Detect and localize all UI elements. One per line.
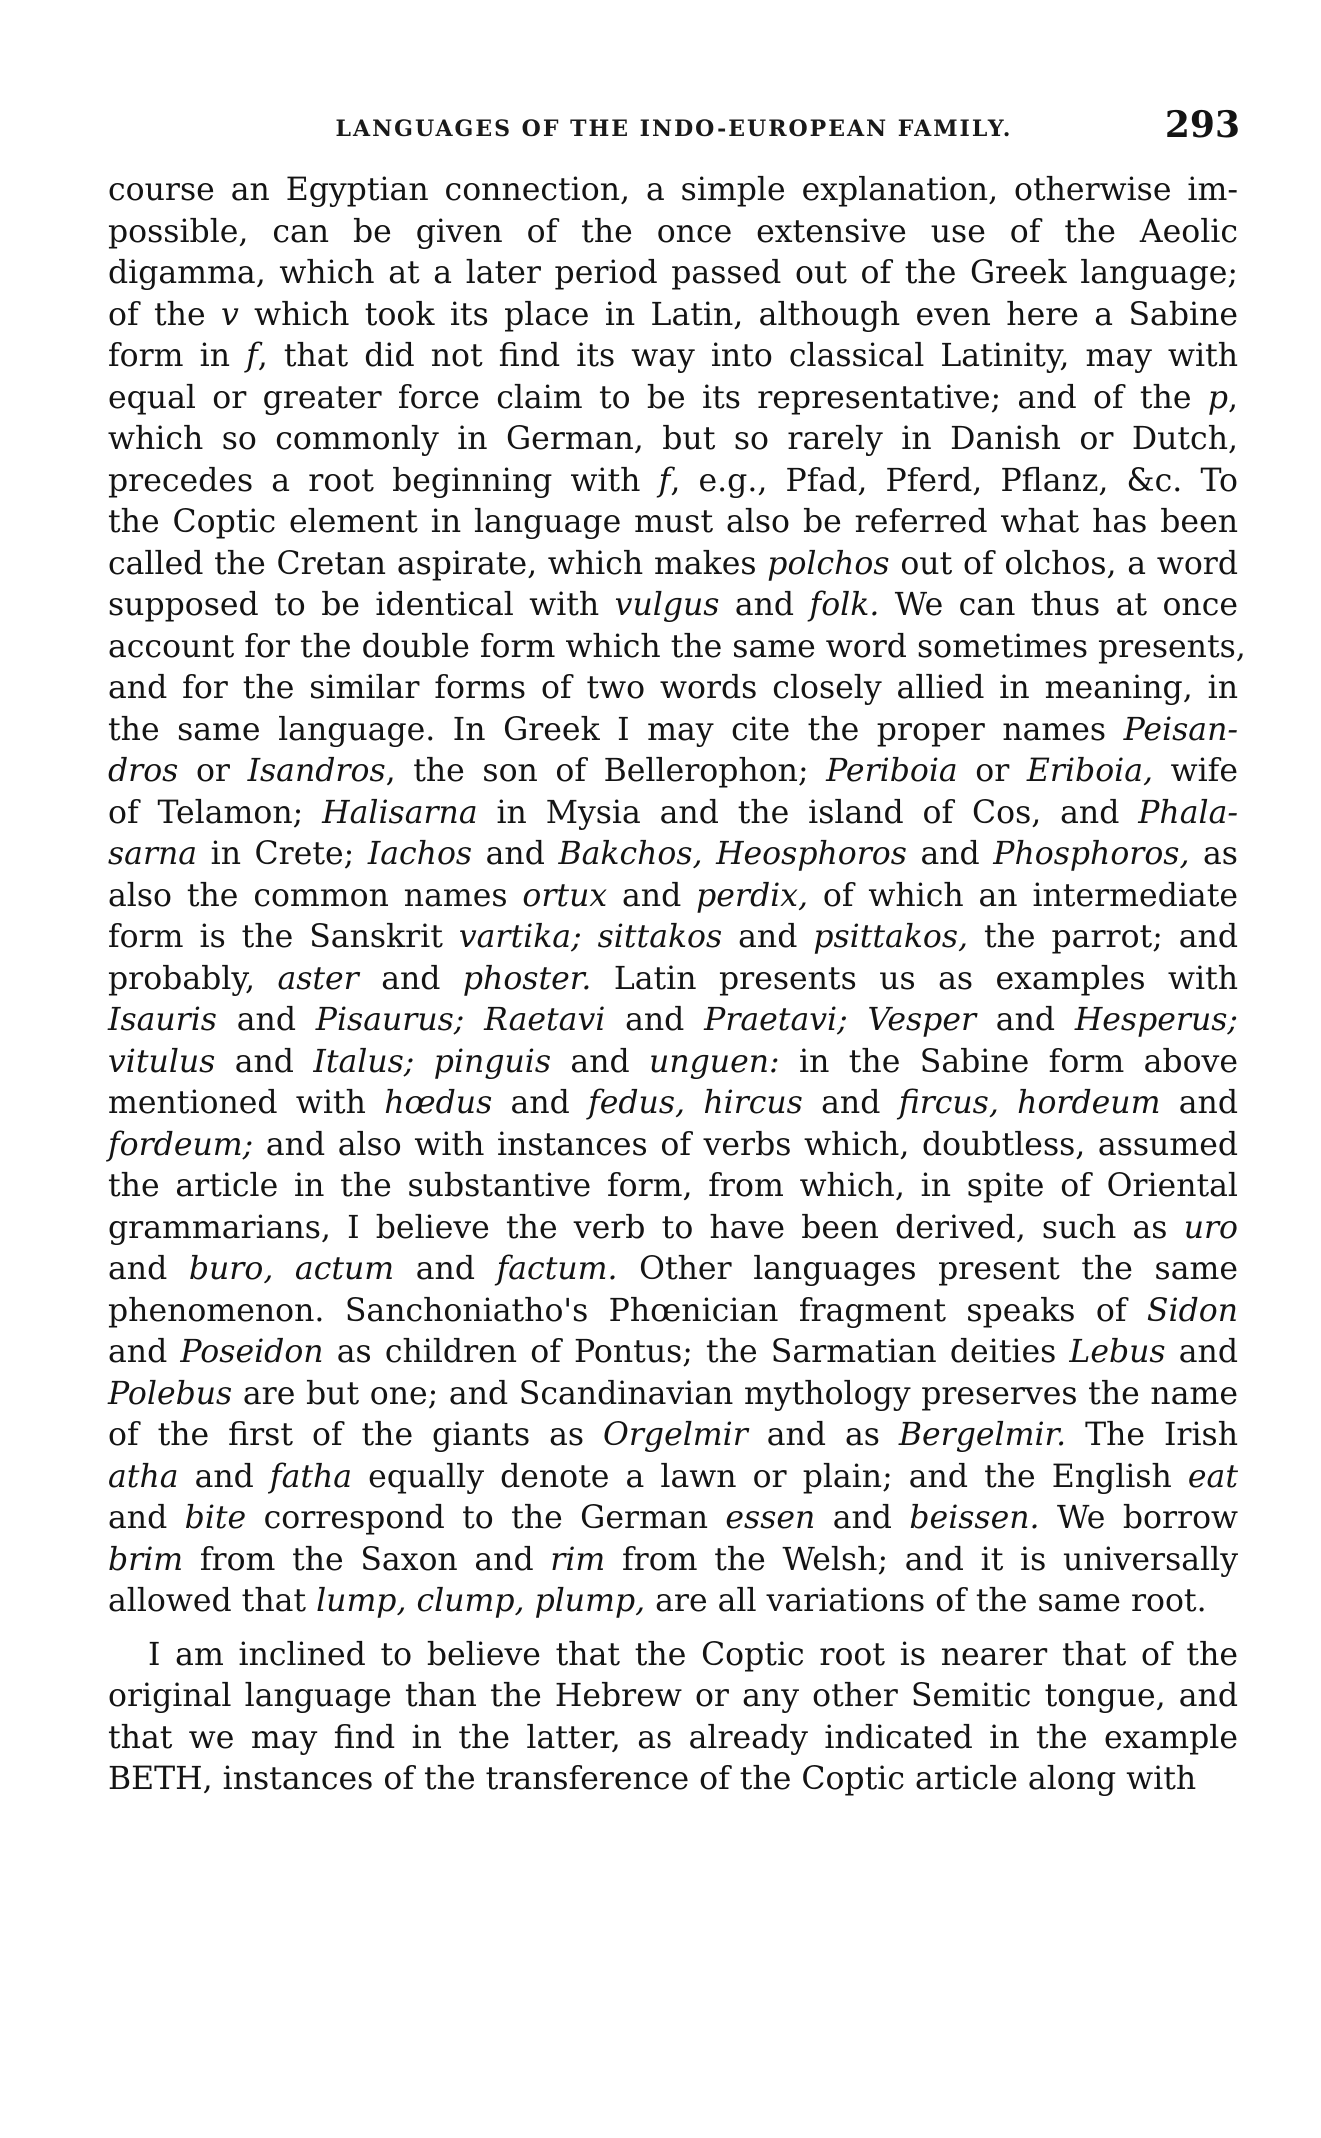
italic-text: uro	[1183, 1209, 1238, 1246]
text-run: We can thus at once	[879, 587, 1238, 623]
italic-text: vulgus	[614, 587, 720, 623]
text-run: The Irish	[1066, 1417, 1239, 1453]
text-line	[108, 1291, 1238, 1333]
text-line	[108, 1759, 1238, 1801]
text-run: as	[1189, 836, 1238, 872]
italic-text: buro, actum	[188, 1251, 395, 1287]
text-run: of which an intermediate	[808, 877, 1238, 914]
italic-text: f	[658, 462, 671, 499]
italic-text: Periboia	[826, 753, 958, 789]
text-run: called the Cretan aspirate, which makes	[108, 545, 768, 582]
text-run: in Crete;	[197, 836, 368, 872]
text-run: that we may find in the latter, as already indicated in the example	[108, 1719, 1238, 1756]
text-line	[108, 1125, 1238, 1167]
italic-text: Isauris	[108, 1002, 217, 1038]
italic-text: Polebus	[108, 1375, 233, 1412]
text-run: the parrot; and	[968, 919, 1238, 955]
text-line	[108, 212, 1238, 254]
text-line	[108, 419, 1238, 461]
text-line	[108, 1676, 1238, 1718]
text-run: and for the similar forms of two words closely allied in meaning, in	[108, 670, 1238, 706]
text-run: are all variations of the same root.	[645, 1583, 1207, 1619]
italic-text: vartika; sittakos	[458, 919, 723, 955]
italic-text: Poseidon	[180, 1334, 324, 1370]
text-run: precedes a root beginning with	[108, 462, 659, 499]
text-line	[108, 253, 1238, 295]
text-run: from the Saxon and	[183, 1541, 551, 1578]
text-run: supposed to be identical with	[108, 587, 615, 623]
text-run: possible, can be given of the once extensive use of the Aeolic	[108, 213, 1238, 250]
text-run: I am inclined to believe that the Coptic root is nearer that of the	[148, 1636, 1238, 1673]
text-line	[108, 544, 1238, 586]
italic-text: Orgelmir	[603, 1417, 748, 1453]
text-line	[108, 585, 1238, 627]
text-run: allowed that	[108, 1583, 317, 1619]
text-run: mentioned with	[108, 1085, 385, 1121]
text-run: or	[957, 753, 1027, 789]
text-line	[108, 1498, 1238, 1540]
text-run: and	[976, 1002, 1075, 1038]
text-run: course an Egyptian connection, a simple explanation, otherwise im-	[108, 172, 1238, 208]
italic-text: fordeum;	[108, 1126, 254, 1163]
text-line	[108, 959, 1238, 1001]
text-line	[108, 876, 1238, 918]
italic-text: fedus, hircus	[588, 1085, 803, 1121]
text-line	[108, 1000, 1238, 1042]
text-run: and	[605, 1002, 705, 1038]
text-run: correspond to the German	[246, 1500, 726, 1536]
italic-text: Phosphoros,	[993, 836, 1190, 872]
text-run: and	[815, 1500, 910, 1536]
text-run: probably,	[108, 960, 278, 997]
text-run: and	[719, 587, 810, 623]
text-run: Latin presents us as examples with	[591, 960, 1238, 997]
text-line	[108, 502, 1238, 544]
text-line	[108, 170, 1238, 212]
text-run: and	[108, 1500, 185, 1536]
italic-text: hœdus	[384, 1085, 493, 1121]
italic-text: factum.	[496, 1251, 618, 1287]
text-line	[108, 1332, 1238, 1374]
italic-text: Bergelmir.	[898, 1417, 1067, 1453]
italic-text: v	[220, 296, 239, 333]
page-number: 293	[1164, 104, 1240, 146]
text-run: from the Welsh; and it is universally	[605, 1541, 1238, 1578]
text-line	[108, 710, 1238, 752]
italic-text: Phala-	[1138, 794, 1238, 831]
text-run: and	[1160, 1085, 1238, 1121]
text-run: which so commonly in German, but so rarely in Danish or Dutch,	[108, 421, 1238, 457]
text-run: , the son of Bellerophon;	[385, 753, 827, 789]
text-line	[108, 1166, 1238, 1208]
text-run: of the	[108, 296, 221, 333]
italic-text: vitulus	[108, 1043, 216, 1080]
italic-text: Lebus	[1069, 1334, 1166, 1370]
italic-text: Sidon	[1146, 1292, 1238, 1329]
text-run: and	[802, 1085, 899, 1121]
italic-text: lump, clump, plump,	[316, 1583, 646, 1619]
text-run: of Telamon;	[108, 794, 323, 831]
text-line	[108, 668, 1238, 710]
text-run: also the common names	[108, 877, 523, 914]
text-run: are but one; and Scandinavian mythology preserves the name	[232, 1375, 1238, 1412]
italic-text: Italus; pinguis	[313, 1043, 552, 1080]
italic-text: sarna	[108, 836, 198, 872]
text-run: in Mysia and the island of Cos, and	[477, 794, 1139, 831]
text-run: and	[722, 919, 814, 955]
text-run: the article in the substantive form, from which, in spite of Oriental	[108, 1168, 1238, 1204]
italic-text: polchos	[767, 545, 890, 582]
text-line	[108, 1249, 1238, 1291]
text-run: We borrow	[1039, 1500, 1239, 1536]
text-run: and	[215, 1043, 314, 1080]
italic-text: essen	[725, 1500, 816, 1536]
text-line	[108, 834, 1238, 876]
italic-text: aster	[277, 960, 359, 997]
italic-text: phoster.	[462, 960, 592, 997]
text-line	[108, 1540, 1238, 1582]
italic-text: unguen:	[649, 1043, 780, 1080]
text-run: and	[216, 1002, 316, 1038]
text-run: phenomenon. Sanchoniatho's Phœnician fragment speaks of	[108, 1292, 1147, 1329]
italic-text: fatha	[269, 1458, 353, 1495]
text-run: or	[178, 753, 248, 789]
italic-text: p	[1207, 379, 1228, 416]
body-text	[108, 170, 1246, 1801]
text-run: form is the Sanskrit	[108, 919, 459, 955]
text-line	[108, 1415, 1238, 1457]
italic-text: Praetavi; Vesper	[704, 1002, 977, 1038]
text-line	[108, 295, 1238, 337]
text-line	[108, 751, 1238, 793]
text-run: the same language. In Greek I may cite the proper names	[108, 711, 1124, 748]
italic-text: rim	[550, 1541, 606, 1578]
text-run: form in	[108, 338, 247, 374]
italic-text: eat	[1187, 1458, 1238, 1495]
text-run: and	[1165, 1334, 1238, 1370]
text-run: account for the double form which the same word sometimes presents,	[108, 628, 1246, 665]
text-run: and	[108, 1334, 181, 1370]
italic-text: atha	[108, 1458, 179, 1495]
text-line	[108, 1581, 1238, 1623]
text-run: and	[906, 836, 994, 872]
text-run: which took its place in Latin, although even here a Sabine	[238, 296, 1238, 333]
italic-text: fircus, hordeum	[898, 1085, 1161, 1121]
italic-text: Iachos	[367, 836, 473, 872]
italic-text: Pisaurus; Raetavi	[315, 1002, 606, 1038]
text-line	[108, 1374, 1238, 1416]
text-run: and	[551, 1043, 650, 1080]
text-line	[108, 1208, 1238, 1250]
italic-text: perdix,	[696, 877, 809, 914]
text-line	[108, 336, 1238, 378]
italic-text: bite	[184, 1500, 247, 1536]
text-line	[108, 627, 1246, 669]
italic-text: ortux	[522, 877, 608, 914]
text-run: out of olchos, a word	[889, 545, 1238, 582]
text-run: and also with instances of verbs which, doubtless, assumed	[253, 1126, 1238, 1163]
italic-text: Peisan-	[1123, 711, 1238, 748]
page-header	[108, 104, 1240, 154]
text-run: and as	[747, 1417, 899, 1453]
text-run: of the first of the giants as	[108, 1417, 604, 1453]
italic-text: psittakos,	[813, 919, 969, 955]
text-run: , that did not find its way into classical Latinity, may with	[257, 338, 1238, 374]
text-line	[108, 793, 1238, 835]
text-run: and	[472, 836, 559, 872]
italic-text: Hesperus;	[1074, 1002, 1239, 1038]
text-run: ,	[1227, 379, 1238, 416]
text-run: grammarians, I believe the verb to have been derived, such as	[108, 1209, 1184, 1246]
text-run: , e.g., Pfad, Pferd, Pflanz, &c. To	[670, 462, 1238, 499]
text-line	[108, 1635, 1238, 1677]
italic-text: dros	[108, 753, 179, 789]
italic-text: Isandros	[247, 753, 386, 789]
text-line	[108, 1457, 1238, 1499]
text-run: digamma, which at a later period passed out of the Greek language;	[108, 255, 1238, 291]
italic-text: Eriboia,	[1026, 753, 1154, 789]
text-run: original language than the Hebrew or any other Semitic tongue, and	[108, 1678, 1238, 1714]
text-line	[108, 1042, 1238, 1084]
text-run: and	[358, 960, 463, 997]
running-head: LANGUAGES OF THE INDO-EUROPEAN FAMILY.	[335, 116, 1013, 142]
text-run: Other languages present the same	[617, 1251, 1238, 1287]
text-line	[108, 461, 1238, 503]
text-run: BETH, instances of the transference of the Coptic article along with	[108, 1761, 1197, 1797]
text-run: and	[178, 1458, 270, 1495]
text-run: equally denote a lawn or plain; and the English	[352, 1458, 1188, 1495]
italic-text: folk.	[809, 587, 880, 623]
text-run: and	[607, 877, 697, 914]
text-run: wife	[1153, 753, 1238, 789]
text-run: as children of Pontus; the Sarmatian deities	[323, 1334, 1070, 1370]
text-line	[108, 1718, 1238, 1760]
text-run: and	[108, 1251, 189, 1287]
italic-text: beissen.	[909, 1500, 1040, 1536]
text-run: in the Sabine form above	[779, 1043, 1238, 1080]
italic-text: f	[246, 338, 258, 374]
text-line	[108, 1083, 1238, 1125]
italic-text: Bakchos, Heosphoros	[558, 836, 907, 872]
italic-text: brim	[108, 1541, 184, 1578]
text-run: the Coptic element in language must also be referred what has been	[108, 504, 1238, 540]
text-run: and	[492, 1085, 589, 1121]
italic-text: Halisarna	[322, 794, 478, 831]
text-run: equal or greater force claim to be its representative; and of the	[108, 379, 1208, 416]
text-line	[108, 378, 1238, 420]
text-run: and	[394, 1251, 497, 1287]
text-line	[108, 917, 1238, 959]
